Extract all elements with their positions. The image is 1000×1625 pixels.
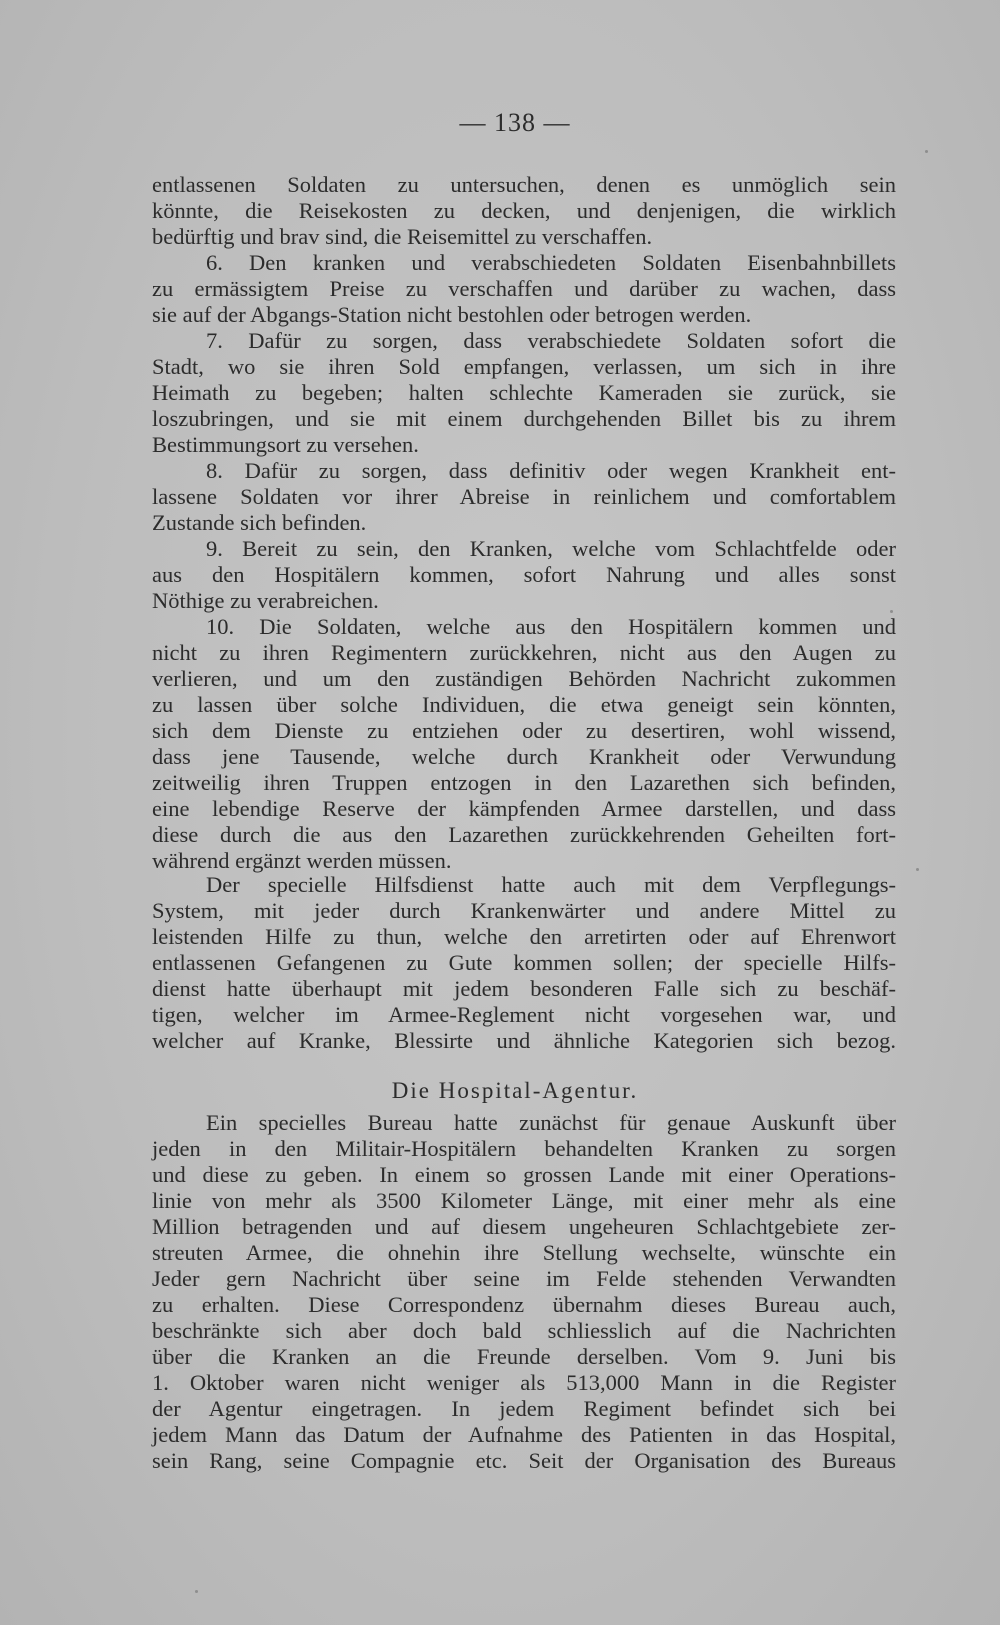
- text-line: könnte, die Reisekosten zu decken, und denjenigen, die wirklich: [152, 198, 896, 223]
- text-line: loszubringen, und sie mit einem durchgehenden Billet bis zu ihrem: [152, 406, 896, 431]
- body-text-block-1: [152, 172, 896, 874]
- text-line: 1. Oktober waren nicht weniger als 513,000 Mann in die Register: [152, 1370, 896, 1395]
- body-text-block-2: [152, 872, 896, 1054]
- text-line: System, mit jeder durch Krankenwärter und andere Mittel zu: [152, 898, 896, 923]
- text-line: zeitweilig ihren Truppen entzogen in den Lazarethen sich befinden,: [152, 770, 896, 795]
- text-line: entlassenen Soldaten zu untersuchen, denen es unmöglich sein: [152, 172, 896, 197]
- text-line: tigen, welcher im Armee-Reglement nicht vorgesehen war, und: [152, 1002, 896, 1027]
- text-line: aus den Hospitälern kommen, sofort Nahrung und alles sonst: [152, 562, 896, 587]
- body-text-block-3: [152, 1110, 896, 1474]
- text-line: sie auf der Abgangs-Station nicht bestohlen oder betrogen werden.: [152, 302, 752, 327]
- text-line: Jeder gern Nachricht über seine im Felde stehenden Verwandten: [152, 1266, 896, 1291]
- text-line: welcher auf Kranke, Blessirte und ähnliche Kategorien sich bezog.: [152, 1028, 896, 1053]
- text-line: entlassenen Gefangenen zu Gute kommen sollen; der specielle Hilfs-: [152, 950, 896, 975]
- text-line: und diese zu geben. In einem so grossen Lande mit einer Operations-: [152, 1162, 896, 1187]
- text-line: jedem Mann das Datum der Aufnahme des Patienten in das Hospital,: [152, 1422, 896, 1447]
- section-heading: Die Hospital-Agentur.: [391, 1078, 639, 1103]
- text-line: sein Rang, seine Compagnie etc. Seit der Organisation des Bureaus: [152, 1448, 896, 1473]
- text-line: über die Kranken an die Freunde derselben. Vom 9. Juni bis: [152, 1344, 896, 1369]
- text-line: 8. Dafür zu sorgen, dass definitiv oder wegen Krankheit ent-: [206, 458, 896, 483]
- text-line: diese durch die aus den Lazarethen zurückkehrenden Geheilten fort-: [152, 822, 896, 847]
- text-line: 6. Den kranken und verabschiedeten Soldaten Eisenbahnbillets: [206, 250, 896, 275]
- text-line: 9. Bereit zu sein, den Kranken, welche vom Schlachtfelde oder: [206, 536, 896, 561]
- text-line: streuten Armee, die ohnehin ihre Stellung wechselte, wünschte ein: [152, 1240, 896, 1265]
- paper-speck: [916, 868, 919, 871]
- text-line: zu erhalten. Diese Correspondenz übernahm dieses Bureau auch,: [152, 1292, 896, 1317]
- text-line: Stadt, wo sie ihren Sold empfangen, verlassen, um sich in ihre: [152, 354, 896, 379]
- paper-speck: [890, 610, 893, 613]
- page-number: — 138 —: [459, 108, 571, 137]
- text-line: Bestimmungsort zu versehen.: [152, 432, 419, 457]
- paper-speck: [195, 1590, 198, 1593]
- text-line: zu lassen über solche Individuen, die etwa geneigt sein könnten,: [152, 692, 896, 717]
- text-line: Zustande sich befinden.: [152, 510, 367, 535]
- text-line: Ein specielles Bureau hatte zunächst für genaue Auskunft über: [206, 1110, 896, 1135]
- text-line: lassene Soldaten vor ihrer Abreise in reinlichem und comfortablem: [152, 484, 896, 509]
- text-line: verlieren, und um den zuständigen Behörden Nachricht zukommen: [152, 666, 896, 691]
- text-line: Nöthige zu verabreichen.: [152, 588, 379, 613]
- text-line: dienst hatte überhaupt mit jedem besonderen Falle sich zu beschäf-: [152, 976, 896, 1001]
- text-line: beschränkte sich aber doch bald schliesslich auf die Nachrichten: [152, 1318, 896, 1343]
- text-line: 7. Dafür zu sorgen, dass verabschiedete Soldaten sofort die: [206, 328, 896, 353]
- text-line: Heimath zu begeben; halten schlechte Kameraden sie zurück, sie: [152, 380, 896, 405]
- text-line: linie von mehr als 3500 Kilometer Länge, mit einer mehr als eine: [152, 1188, 896, 1213]
- text-line: Million betragenden und auf diesem ungeheuren Schlachtgebiete zer-: [152, 1214, 896, 1239]
- text-line: zu ermässigtem Preise zu verschaffen und darüber zu wachen, dass: [152, 276, 896, 301]
- text-line: während ergänzt werden müssen.: [152, 848, 452, 873]
- text-line: sich dem Dienste zu entziehen oder zu desertiren, wohl wissend,: [152, 718, 896, 743]
- text-line: 10. Die Soldaten, welche aus den Hospitälern kommen und: [206, 614, 896, 639]
- text-line: Der specielle Hilfsdienst hatte auch mit dem Verpflegungs-: [206, 872, 896, 897]
- text-line: leistenden Hilfe zu thun, welche den arretirten oder auf Ehrenwort: [152, 924, 896, 949]
- text-line: jeden in den Militair-Hospitälern behandelten Kranken zu sorgen: [152, 1136, 896, 1161]
- text-line: dass jene Tausende, welche durch Krankheit oder Verwundung: [152, 744, 896, 769]
- text-line: eine lebendige Reserve der kämpfenden Armee darstellen, und dass: [152, 796, 896, 821]
- text-line: der Agentur eingetragen. In jedem Regiment befindet sich bei: [152, 1396, 896, 1421]
- paper-speck: [925, 150, 928, 153]
- text-line: nicht zu ihren Regimentern zurückkehren, nicht aus den Augen zu: [152, 640, 896, 665]
- text-line: bedürftig und brav sind, die Reisemittel zu verschaffen.: [152, 224, 653, 249]
